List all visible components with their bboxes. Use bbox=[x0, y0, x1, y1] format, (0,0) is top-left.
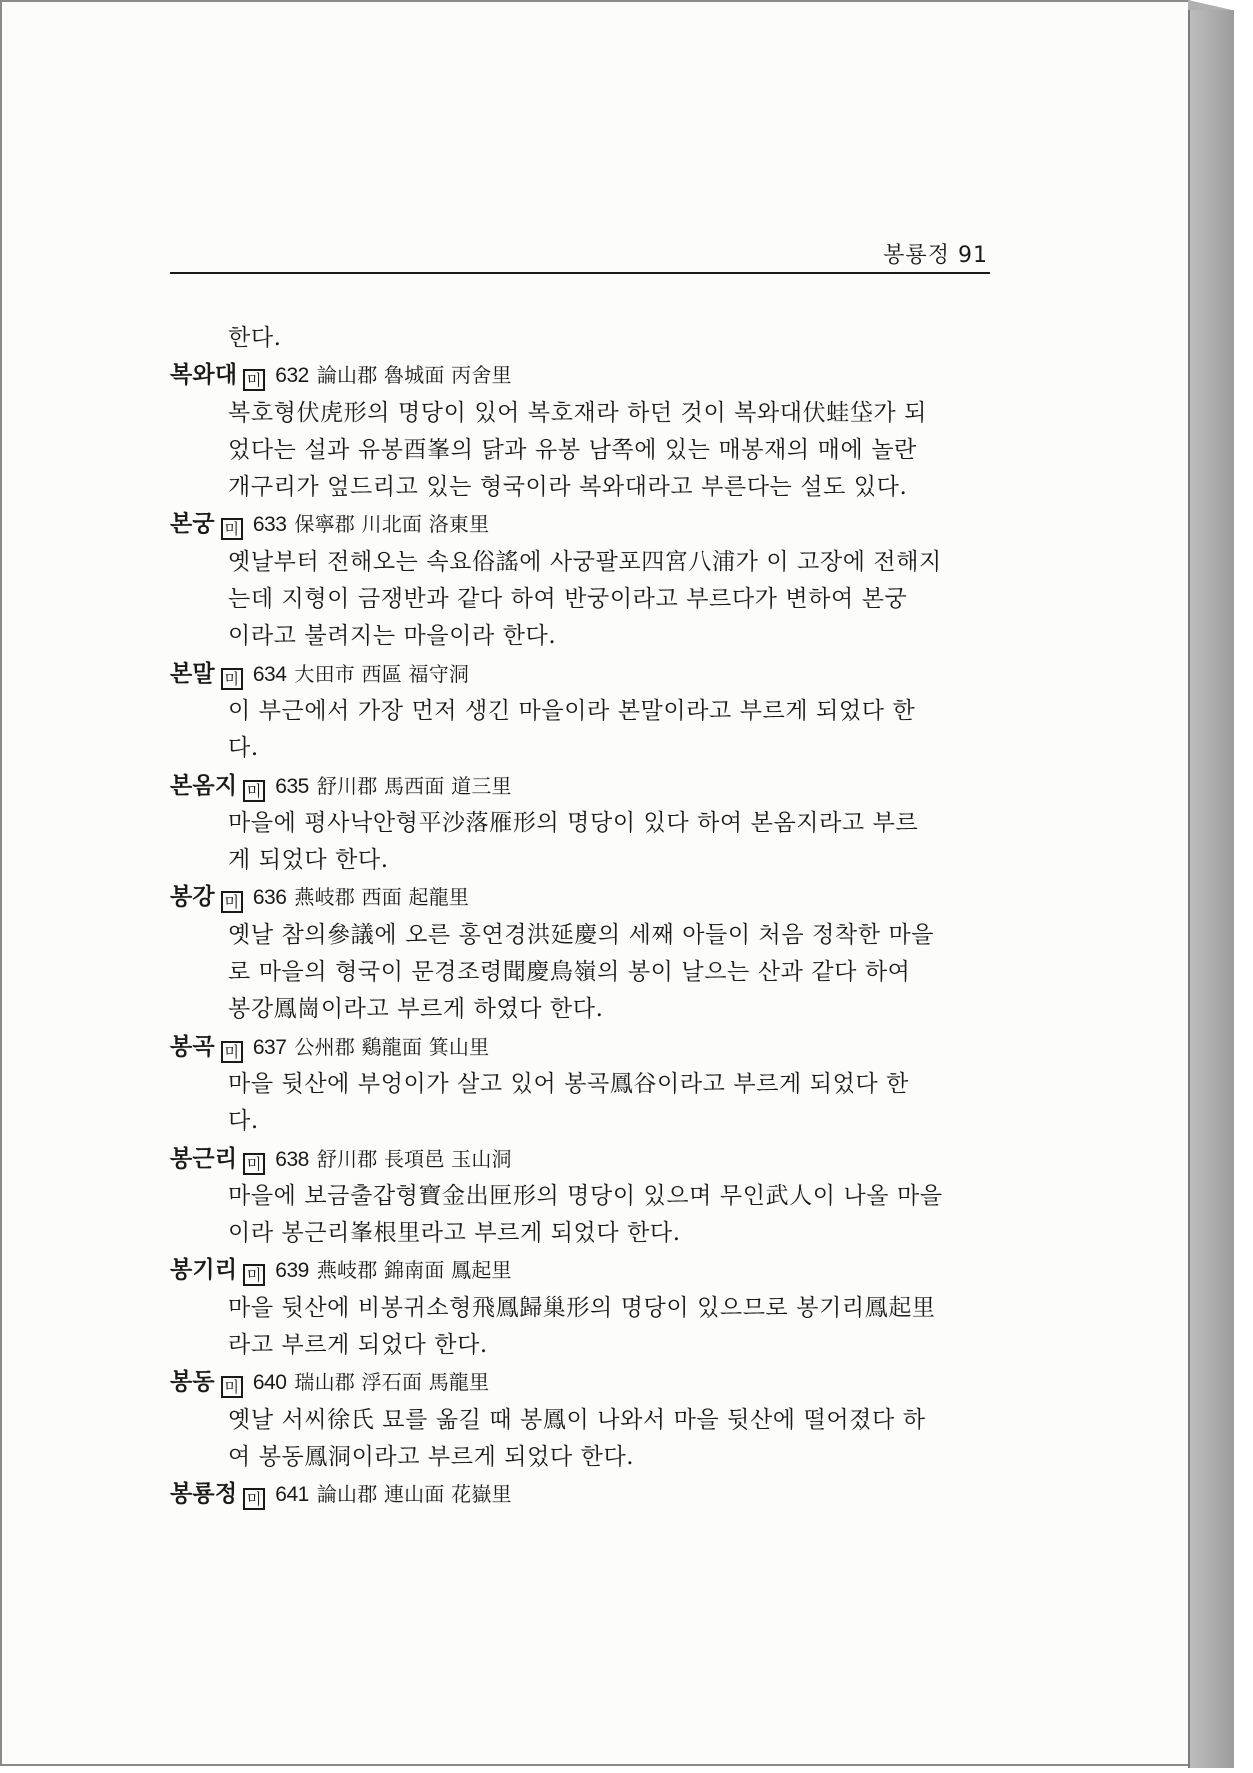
entry-number: 636 bbox=[252, 886, 287, 910]
body-line: 이 부근에서 가장 먼저 생긴 마을이라 본말이라고 부르게 되었다 한 bbox=[228, 697, 916, 724]
entry-number: 633 bbox=[252, 513, 287, 537]
village-mark: 미 bbox=[221, 891, 243, 913]
headword: 봉동 bbox=[170, 1369, 215, 1396]
body-line: 한다. bbox=[228, 325, 282, 351]
entry-location: 瑞山郡 浮石面 馬龍里 bbox=[294, 1370, 490, 1395]
headword: 봉기리 bbox=[170, 1257, 238, 1284]
entry-location: 燕岐郡 錦南面 鳳起里 bbox=[316, 1258, 512, 1283]
entry-heading bbox=[170, 879, 1000, 916]
headword: 봉룡정 bbox=[170, 1481, 238, 1508]
dictionary-content bbox=[170, 320, 1000, 1514]
village-mark: 미 bbox=[221, 1041, 243, 1063]
village-mark: 미 bbox=[221, 1376, 243, 1398]
headword: 본말 bbox=[170, 660, 215, 687]
entry-heading bbox=[170, 1252, 1000, 1289]
body-line: 옛날부터 전해오는 속요俗謠에 사궁팔포四宮八浦가 이 고장에 전해지 bbox=[228, 548, 942, 575]
headword: 봉근리 bbox=[170, 1145, 238, 1172]
entry-number: 639 bbox=[275, 1259, 309, 1283]
entry-heading bbox=[170, 1141, 1000, 1178]
entry-heading bbox=[170, 1476, 1000, 1513]
entry-number: 640 bbox=[252, 1371, 287, 1395]
body-line: 다. bbox=[228, 735, 259, 762]
entry-number: 637 bbox=[252, 1035, 287, 1059]
body-line: 여 봉동鳳洞이라고 부르게 되었다 한다. bbox=[228, 1443, 635, 1470]
entry-heading bbox=[170, 768, 1000, 805]
body-line: 복호형伏虎形의 명당이 있어 복호재라 하던 것이 복와대伏蛙垈가 되 bbox=[228, 399, 927, 426]
body-line: 이라 봉근리峯根里라고 부르게 되었다 한다. bbox=[228, 1220, 681, 1247]
village-mark: 미 bbox=[243, 780, 265, 802]
entry-location: 公州郡 鷄龍面 箕山里 bbox=[294, 1034, 490, 1059]
entry-heading bbox=[170, 506, 1000, 543]
body-line: 마을 뒷산에 비봉귀소형飛鳳歸巢形의 명당이 있으므로 봉기리鳳起里 bbox=[228, 1294, 936, 1321]
body-line: 이라고 불려지는 마을이라 한다. bbox=[228, 623, 557, 650]
page-edge-top bbox=[1188, 0, 1232, 10]
entry-heading bbox=[170, 1029, 1000, 1066]
entry-number: 634 bbox=[252, 662, 287, 686]
entry-heading bbox=[170, 656, 1000, 693]
body-line: 옛날 서씨徐氏 묘를 옮길 때 봉鳳이 나와서 마을 뒷산에 떨어졌다 하 bbox=[228, 1406, 926, 1433]
village-mark: 미 bbox=[243, 369, 265, 391]
entry-location: 保寧郡 川北面 洛東里 bbox=[294, 512, 490, 537]
body-line: 로 마을의 형국이 문경조령聞慶鳥嶺의 봉이 날으는 산과 같다 하여 bbox=[228, 959, 911, 986]
body-line: 라고 부르게 되었다 한다. bbox=[228, 1332, 488, 1359]
entry-number: 632 bbox=[275, 364, 309, 388]
running-head: 봉룡정 91 bbox=[883, 243, 988, 268]
body-line: 었다는 설과 유봉酉峯의 닭과 유봉 남쪽에 있는 매봉재의 매에 놀란 bbox=[228, 436, 917, 463]
entry-number: 638 bbox=[275, 1147, 309, 1171]
village-mark: 미 bbox=[243, 1488, 265, 1510]
entry-number: 641 bbox=[275, 1483, 309, 1507]
village-mark: 미 bbox=[243, 1264, 265, 1286]
body-line: 마을에 보금출갑형寶金出匣形의 명당이 있으며 무인武人이 나올 마을 bbox=[228, 1182, 943, 1209]
entry-location: 大田市 西區 福守洞 bbox=[294, 661, 470, 686]
headword: 봉곡 bbox=[170, 1033, 215, 1060]
body-line: 마을에 평사낙안형平沙落雁形의 명당이 있다 하여 본옴지라고 부르 bbox=[228, 809, 919, 836]
body-line: 개구리가 엎드리고 있는 형국이라 복와대라고 부른다는 설도 있다. bbox=[228, 474, 908, 501]
entry-heading bbox=[170, 357, 1000, 394]
headword: 본궁 bbox=[170, 511, 215, 538]
entry-location: 論山郡 連山面 花嶽里 bbox=[316, 1482, 512, 1507]
headword: 본옴지 bbox=[170, 772, 238, 799]
entry-number: 635 bbox=[275, 774, 309, 798]
page-header bbox=[170, 238, 990, 274]
village-mark: 미 bbox=[221, 518, 243, 540]
body-line: 다. bbox=[228, 1108, 259, 1135]
entry-location: 論山郡 魯城面 丙舍里 bbox=[316, 363, 512, 388]
body-line: 마을 뒷산에 부엉이가 살고 있어 봉곡鳳谷이라고 부르게 되었다 한 bbox=[228, 1070, 909, 1097]
headword: 봉강 bbox=[170, 884, 215, 911]
body-line: 는데 지형이 금쟁반과 같다 하여 반궁이라고 부르다가 변하여 본궁 bbox=[228, 586, 908, 613]
headword: 복와대 bbox=[170, 362, 238, 389]
village-mark: 미 bbox=[243, 1153, 265, 1175]
header-rule bbox=[170, 272, 990, 274]
entry-location: 燕岐郡 西面 起龍里 bbox=[294, 885, 470, 910]
village-mark: 미 bbox=[221, 668, 243, 690]
body-line: 옛날 참의參議에 오른 홍연경洪延慶의 세째 아들이 처음 정착한 마을 bbox=[228, 921, 935, 948]
body-line: 봉강鳳崗이라고 부르게 하였다 한다. bbox=[228, 996, 604, 1023]
entry-location: 舒川郡 馬西面 道三里 bbox=[316, 773, 512, 798]
entry-location: 舒川郡 長項邑 玉山洞 bbox=[316, 1146, 512, 1171]
entry-heading bbox=[170, 1364, 1000, 1401]
body-line: 게 되었다 한다. bbox=[228, 847, 389, 874]
page-edge bbox=[1188, 10, 1234, 1768]
